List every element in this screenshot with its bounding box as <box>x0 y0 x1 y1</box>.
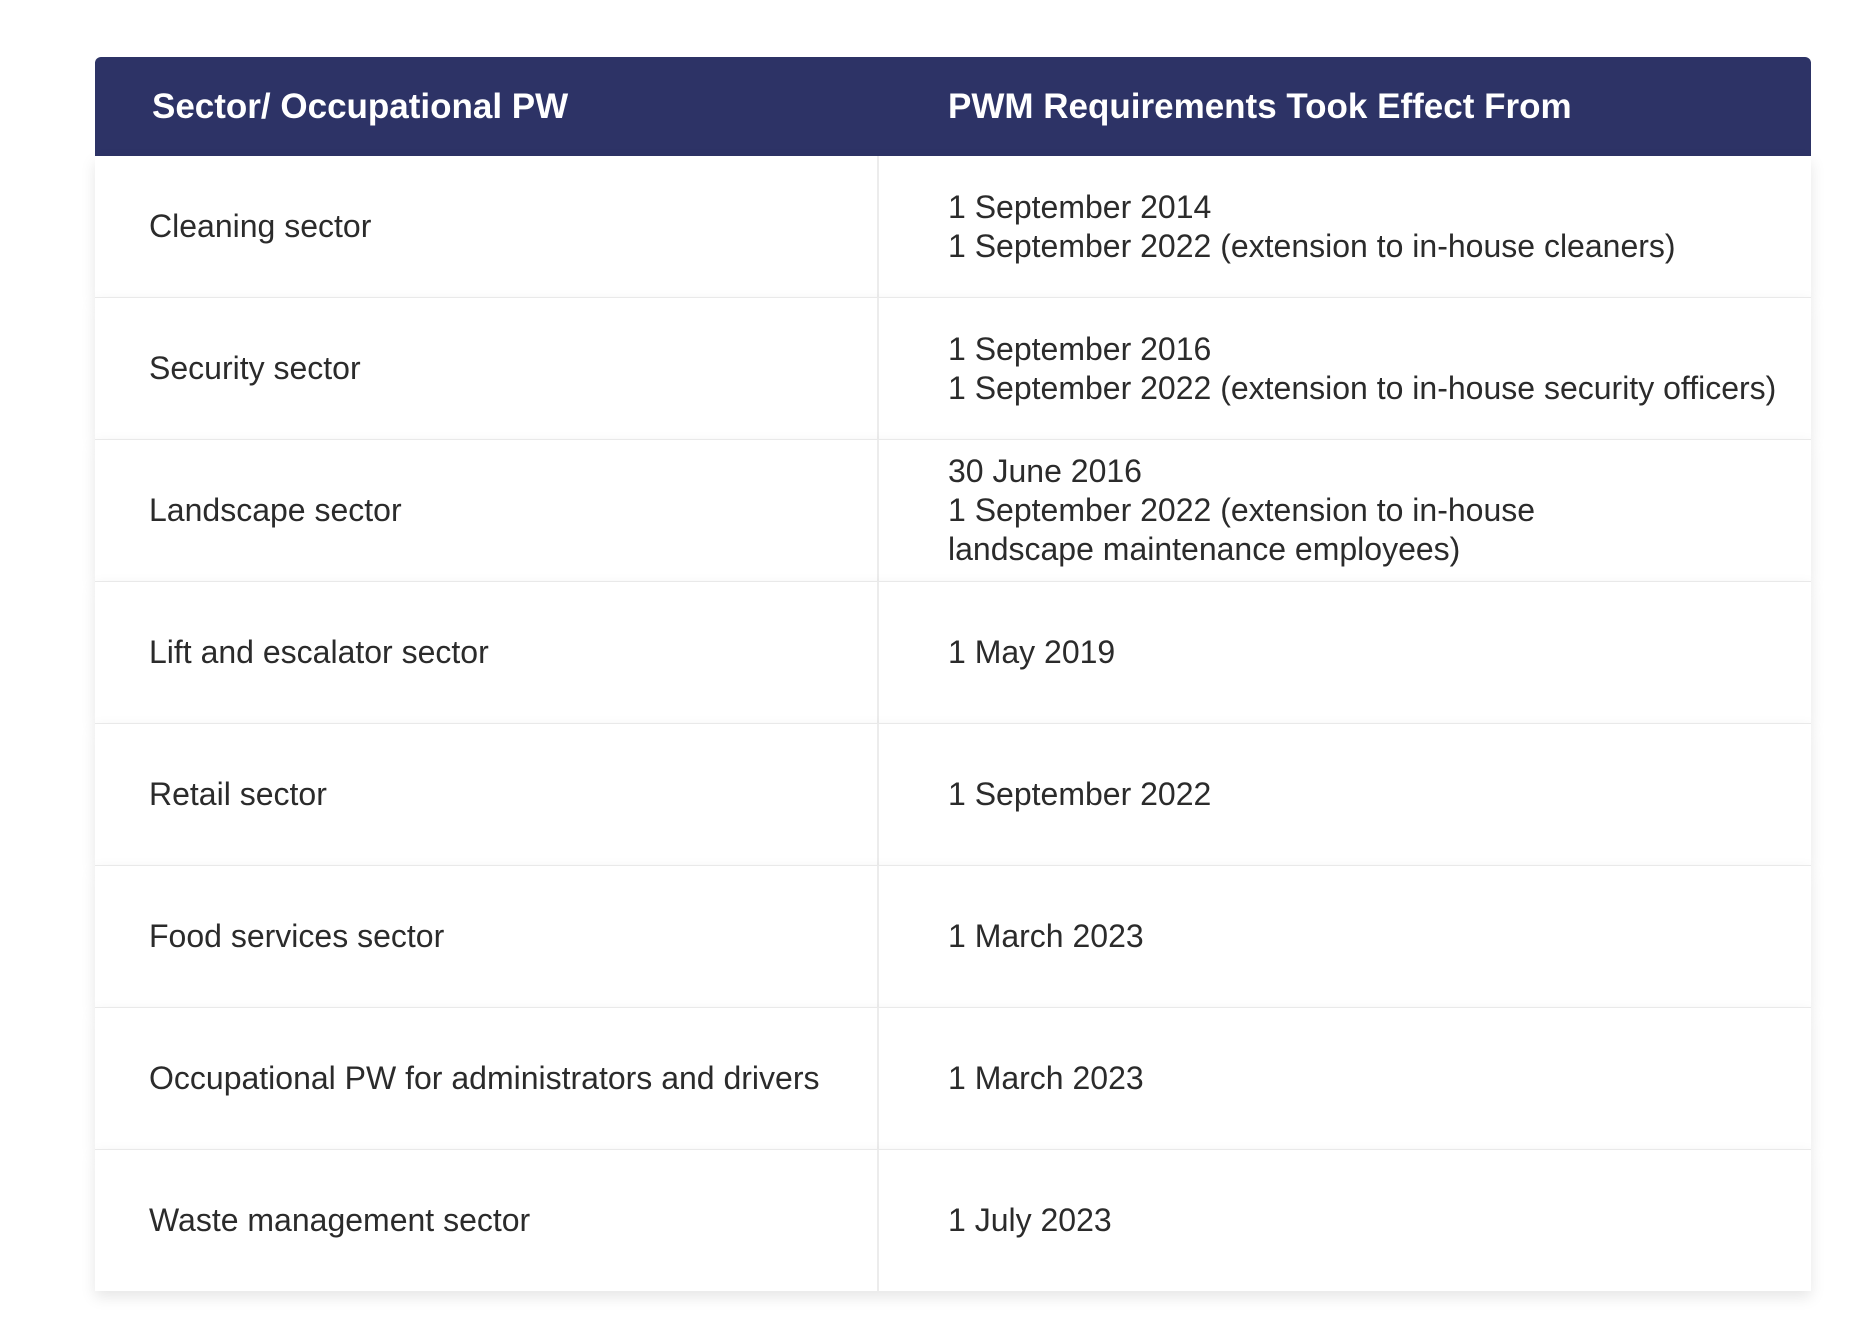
sector-cell: Lift and escalator sector <box>149 634 489 670</box>
column-divider <box>877 724 879 865</box>
sector-cell: Landscape sector <box>149 492 402 528</box>
effective-date-cell <box>948 1150 1791 1291</box>
effective-date-line: 1 September 2022 <box>948 776 1212 812</box>
effective-date-cell <box>948 298 1791 439</box>
column-divider <box>877 298 879 439</box>
effective-date-line: 1 July 2023 <box>948 1202 1112 1238</box>
effective-date-cell <box>948 440 1791 581</box>
table-row <box>95 581 1811 723</box>
effective-date-line: 30 June 2016 <box>948 453 1142 489</box>
table-row <box>95 865 1811 1007</box>
table-row <box>95 723 1811 865</box>
column-divider <box>877 156 879 297</box>
sector-cell: Cleaning sector <box>149 208 372 244</box>
header-effective-date: PWM Requirements Took Effect From <box>948 86 1572 126</box>
effective-date-line: 1 September 2014 <box>948 188 1212 225</box>
effective-date-line: 1 September 2016 <box>948 330 1212 367</box>
table-row <box>95 297 1811 439</box>
sector-cell: Occupational PW for administrators and drivers <box>149 1060 820 1096</box>
column-divider <box>877 440 879 581</box>
effective-date-line: 1 September 2022 (extension to in-house security officers) <box>948 369 1777 406</box>
effective-date-line: landscape maintenance employees) <box>948 531 1461 567</box>
effective-date-line: 1 March 2023 <box>948 918 1144 954</box>
sector-cell: Security sector <box>149 350 361 386</box>
effective-date-line: 1 September 2022 (extension to in-house cleaners) <box>948 227 1676 264</box>
sector-cell: Retail sector <box>149 776 327 812</box>
table-row <box>95 1007 1811 1149</box>
column-divider <box>877 1008 879 1149</box>
effective-date-line: 1 May 2019 <box>948 634 1116 670</box>
table-row <box>95 439 1811 581</box>
effective-date-cell <box>948 1008 1791 1149</box>
header-sector: Sector/ Occupational PW <box>152 86 569 126</box>
pwm-table <box>95 57 1811 1291</box>
effective-date-cell <box>948 156 1791 297</box>
column-divider <box>877 866 879 1007</box>
sector-cell: Waste management sector <box>149 1202 531 1238</box>
table-header <box>95 57 1811 156</box>
table-row <box>95 1149 1811 1291</box>
sector-cell: Food services sector <box>149 918 445 954</box>
effective-date-cell <box>948 582 1791 723</box>
effective-date-cell <box>948 724 1791 865</box>
table-row <box>95 156 1811 297</box>
column-divider <box>877 1150 879 1291</box>
effective-date-line: 1 September 2022 (extension to in-house <box>948 492 1536 528</box>
column-divider <box>877 582 879 723</box>
effective-date-line: 1 March 2023 <box>948 1060 1144 1096</box>
table-body <box>95 156 1811 1291</box>
effective-date-cell <box>948 866 1791 1007</box>
